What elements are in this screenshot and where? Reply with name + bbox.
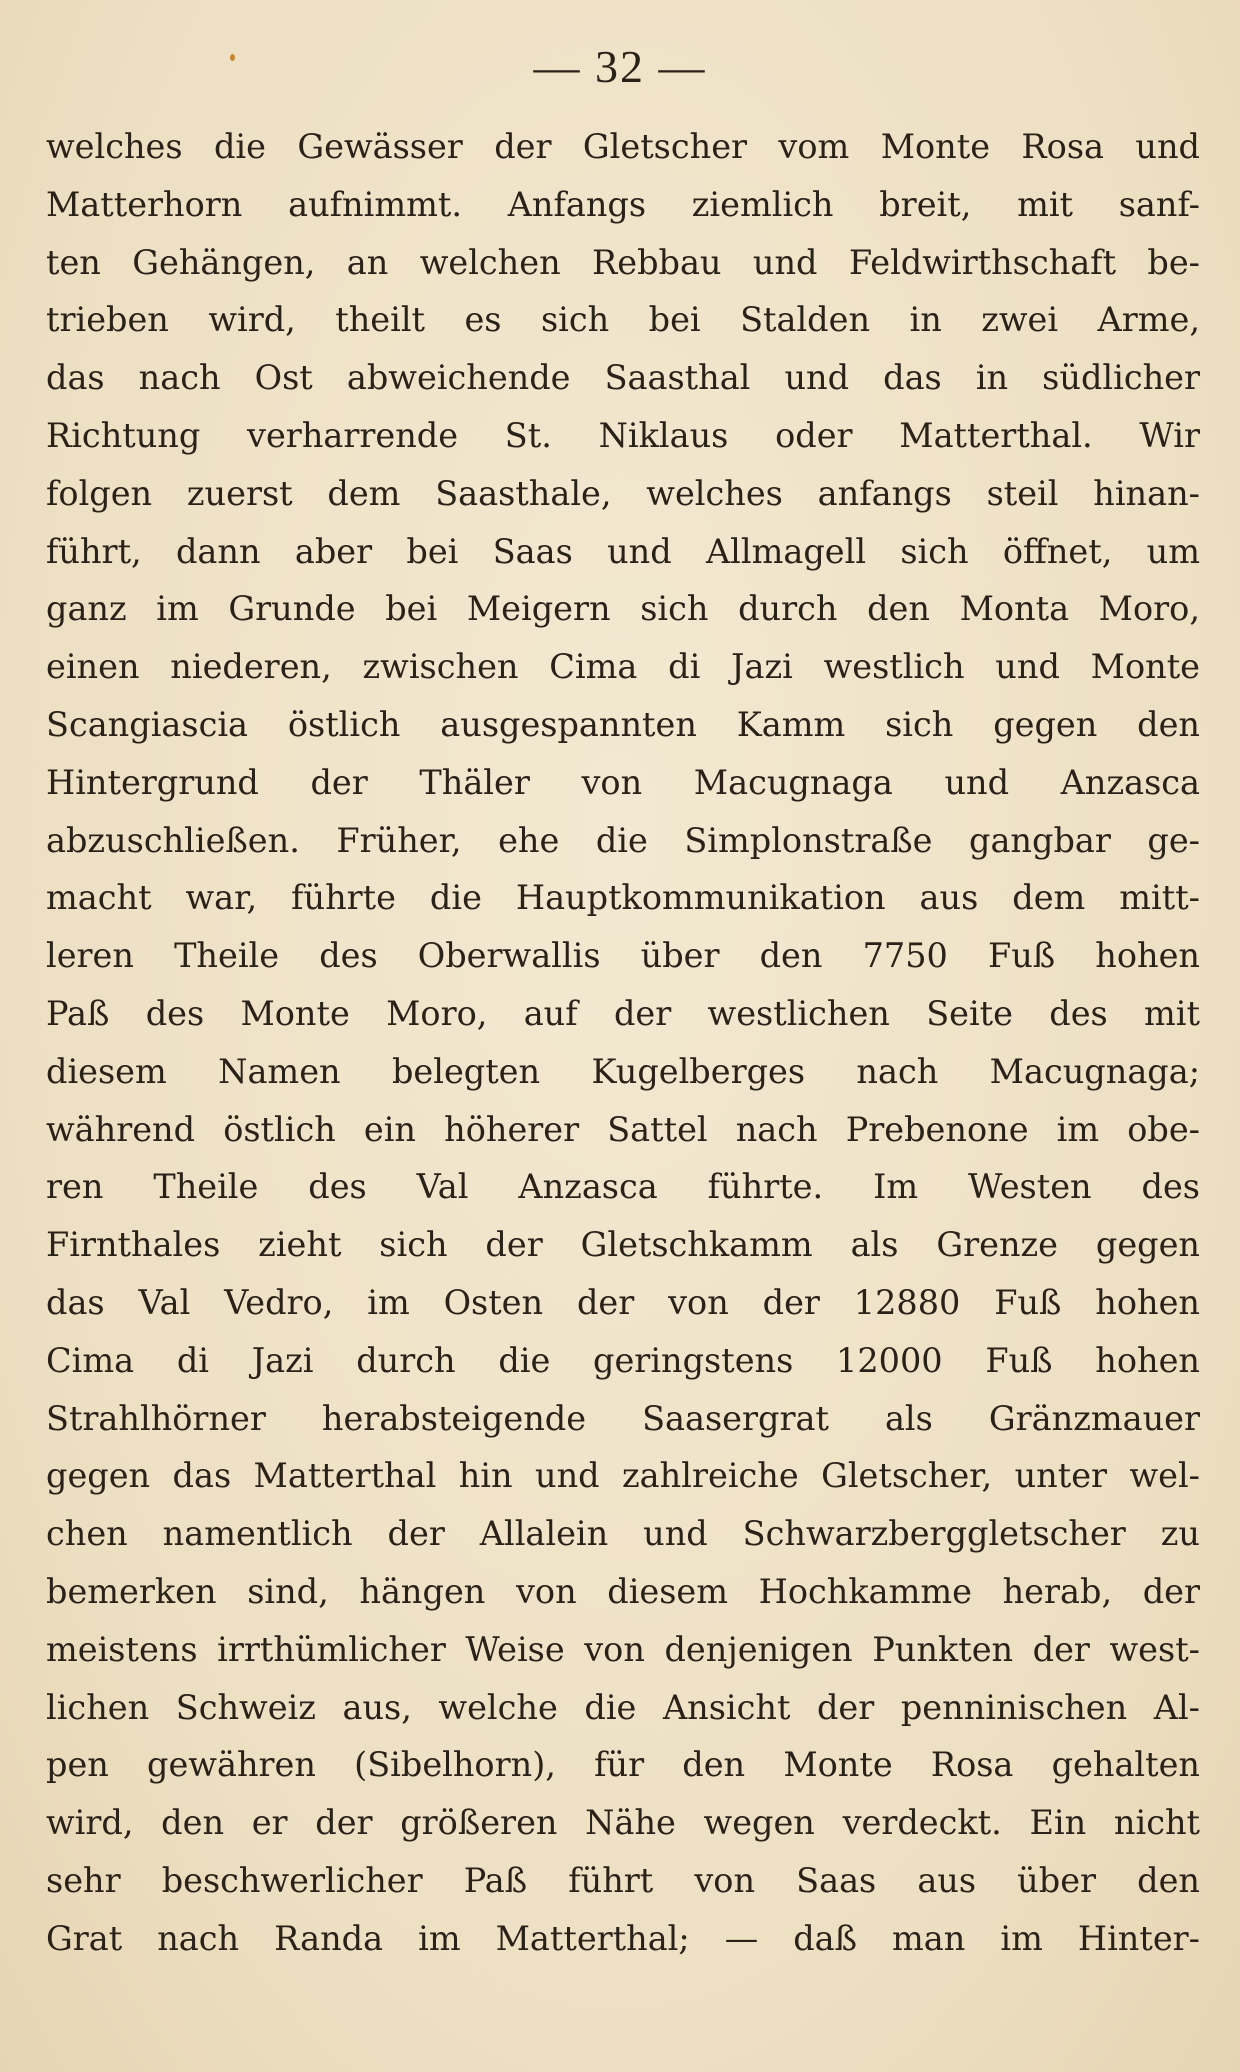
text-line: Strahlhörner herabsteigende Saasergrat als Gränzmauer — [46, 1398, 1200, 1438]
text-line: das Val Vedro, im Osten der von der 12880 Fuß hohen — [46, 1282, 1200, 1322]
body-text — [46, 118, 1200, 1968]
text-line: ten Gehängen, an welchen Rebbau und Feldwirthschaft be- — [46, 242, 1200, 282]
text-line: trieben wird, theilt es sich bei Stalden in zwei Arme, — [46, 300, 1200, 340]
text-line: ren Theile des Val Anzasca führte. Im Westen des — [46, 1167, 1200, 1207]
text-line: meistens irrthümlicher Weise von denjenigen Punkten der west- — [46, 1629, 1200, 1669]
text-line: das nach Ost abweichende Saasthal und das in südlicher — [46, 358, 1200, 398]
text-line: pen gewähren (Sibelhorn), für den Monte Rosa gehalten — [46, 1745, 1200, 1785]
page-number: — 32 — — [533, 41, 707, 92]
text-line: Firnthales zieht sich der Gletschkamm als Grenze gegen — [46, 1225, 1200, 1265]
text-line: sehr beschwerlicher Paß führt von Saas aus über den — [46, 1860, 1200, 1900]
text-line: Grat nach Randa im Matterthal; — daß man im Hinter- — [46, 1918, 1200, 1958]
text-line: macht war, führte die Hauptkommunikation aus dem mitt- — [46, 878, 1200, 918]
text-line: welches die Gewässer der Gletscher vom Monte Rosa und — [46, 127, 1200, 166]
text-line: wird, den er der größeren Nähe wegen verdeckt. Ein nicht — [46, 1803, 1200, 1843]
text-line: Paß des Monte Moro, auf der westlichen Seite des mit — [46, 993, 1200, 1033]
text-line: führt, dann aber bei Saas und Allmagell sich öffnet, um — [46, 531, 1200, 571]
text-line: diesem Namen belegten Kugelberges nach Macugnaga; — [46, 1051, 1200, 1091]
text-line: lichen Schweiz aus, welche die Ansicht der penninischen Al- — [46, 1687, 1200, 1727]
text-line: abzuschließen. Früher, ehe die Simplonstraße gangbar ge- — [46, 820, 1200, 860]
text-line: bemerken sind, hängen von diesem Hochkamme herab, der — [46, 1571, 1200, 1611]
text-line: während östlich ein höherer Sattel nach Prebenone im obe- — [46, 1109, 1200, 1149]
text-line: Cima di Jazi durch die geringstens 12000 Fuß hohen — [46, 1340, 1200, 1380]
text-line: Richtung verharrende St. Niklaus oder Matterthal. Wir — [46, 415, 1200, 455]
text-line: gegen das Matterthal hin und zahlreiche Gletscher, unter wel- — [46, 1456, 1200, 1496]
text-line: einen niederen, zwischen Cima di Jazi westlich und Monte — [46, 647, 1200, 687]
text-line: Scangiascia östlich ausgespannten Kamm sich gegen den — [46, 704, 1200, 744]
text-line: leren Theile des Oberwallis über den 7750 Fuß hohen — [46, 936, 1200, 976]
text-line: Matterhorn aufnimmt. Anfangs ziemlich breit, mit sanf- — [46, 184, 1200, 224]
text-line: folgen zuerst dem Saasthale, welches anfangs steil hinan- — [46, 473, 1200, 513]
text-line: Hintergrund der Thäler von Macugnaga und Anzasca — [46, 762, 1200, 802]
text-line: chen namentlich der Allalein und Schwarzberggletscher zu — [46, 1514, 1200, 1554]
text-line: ganz im Grunde bei Meigern sich durch den Monta Moro, — [46, 589, 1200, 629]
